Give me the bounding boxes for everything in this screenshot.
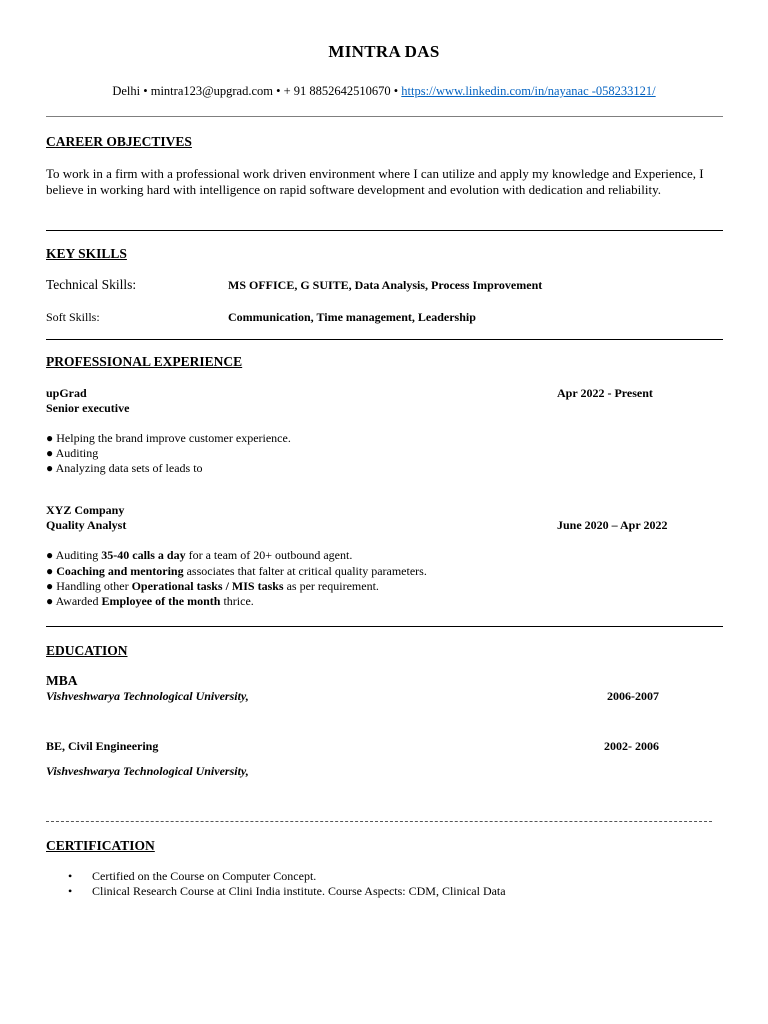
- soft-skills-label: Soft Skills:: [46, 310, 100, 324]
- degree-be: BE, Civil Engineering: [46, 739, 159, 753]
- linkedin-link[interactable]: https://www.linkedin.com/in/nayanac -058233121/: [401, 84, 656, 98]
- job2-bullet: ● Awarded Employee of the month thrice.: [46, 594, 254, 608]
- certification-list: [46, 869, 506, 899]
- education-years: 2006-2007: [607, 689, 659, 703]
- university-name: Vishveshwarya Technological University,: [46, 764, 249, 778]
- section-title-career: CAREER OBJECTIVES: [46, 134, 192, 149]
- contact-details: Delhi • mintra123@upgrad.com • + 91 8852642510670 •: [112, 84, 402, 98]
- university-name: Vishveshwarya Technological University,: [46, 689, 249, 703]
- job2-dates: June 2020 – Apr 2022: [557, 518, 668, 532]
- section-title-education: EDUCATION: [46, 643, 128, 658]
- bullet-icon: •: [68, 884, 73, 898]
- job2-bullet: ● Coaching and mentoring associates that falter at critical quality parameters.: [46, 564, 427, 578]
- job1-bullet: ● Auditing: [46, 446, 99, 460]
- job2-bullet: ● Auditing 35-40 calls a day for a team of 20+ outbound agent.: [46, 548, 353, 562]
- contact-line: [0, 84, 768, 99]
- technical-skills-label: Technical Skills:: [46, 277, 137, 292]
- divider: [46, 339, 723, 340]
- dashed-divider: [46, 821, 712, 822]
- job2-bullet: ● Handling other Operational tasks / MIS tasks as per requirement.: [46, 579, 379, 593]
- technical-skills-value: MS OFFICE, G SUITE, Data Analysis, Process Improvement: [228, 278, 543, 292]
- job1-bullet: ● Analyzing data sets of leads to: [46, 461, 203, 475]
- job1-dates: Apr 2022 - Present: [557, 386, 653, 400]
- career-objective-text: To work in a firm with a professional work driven environment where I can utilize and apply my knowledge and Experience, I believe in working hard with intelligence on rapid software development and evolution with dedication and reliability.: [46, 166, 704, 197]
- job2-role: Quality Analyst: [46, 518, 127, 532]
- divider: [46, 116, 723, 117]
- soft-skills-value: Communication, Time management, Leadership: [228, 310, 476, 324]
- degree-mba: MBA: [46, 673, 78, 688]
- job2-company: XYZ Company: [46, 503, 125, 517]
- job1-company: upGrad: [46, 386, 87, 400]
- section-title-certification: CERTIFICATION: [46, 838, 155, 853]
- divider: [46, 230, 723, 231]
- list-item: • Certified on the Course on Computer Concept.: [68, 869, 317, 883]
- section-title-experience: PROFESSIONAL EXPERIENCE: [46, 354, 243, 369]
- job1-role: Senior executive: [46, 401, 130, 415]
- divider: [46, 626, 723, 627]
- education-years: 2002- 2006: [604, 739, 659, 753]
- bullet-icon: •: [68, 869, 73, 883]
- job1-bullet: ● Helping the brand improve customer experience.: [46, 431, 291, 445]
- list-item: • Clinical Research Course at Clini India institute. Course Aspects: CDM, Clinical Data: [68, 884, 506, 898]
- section-title-skills: KEY SKILLS: [46, 246, 127, 261]
- resume-name: MINTRA DAS: [328, 42, 440, 61]
